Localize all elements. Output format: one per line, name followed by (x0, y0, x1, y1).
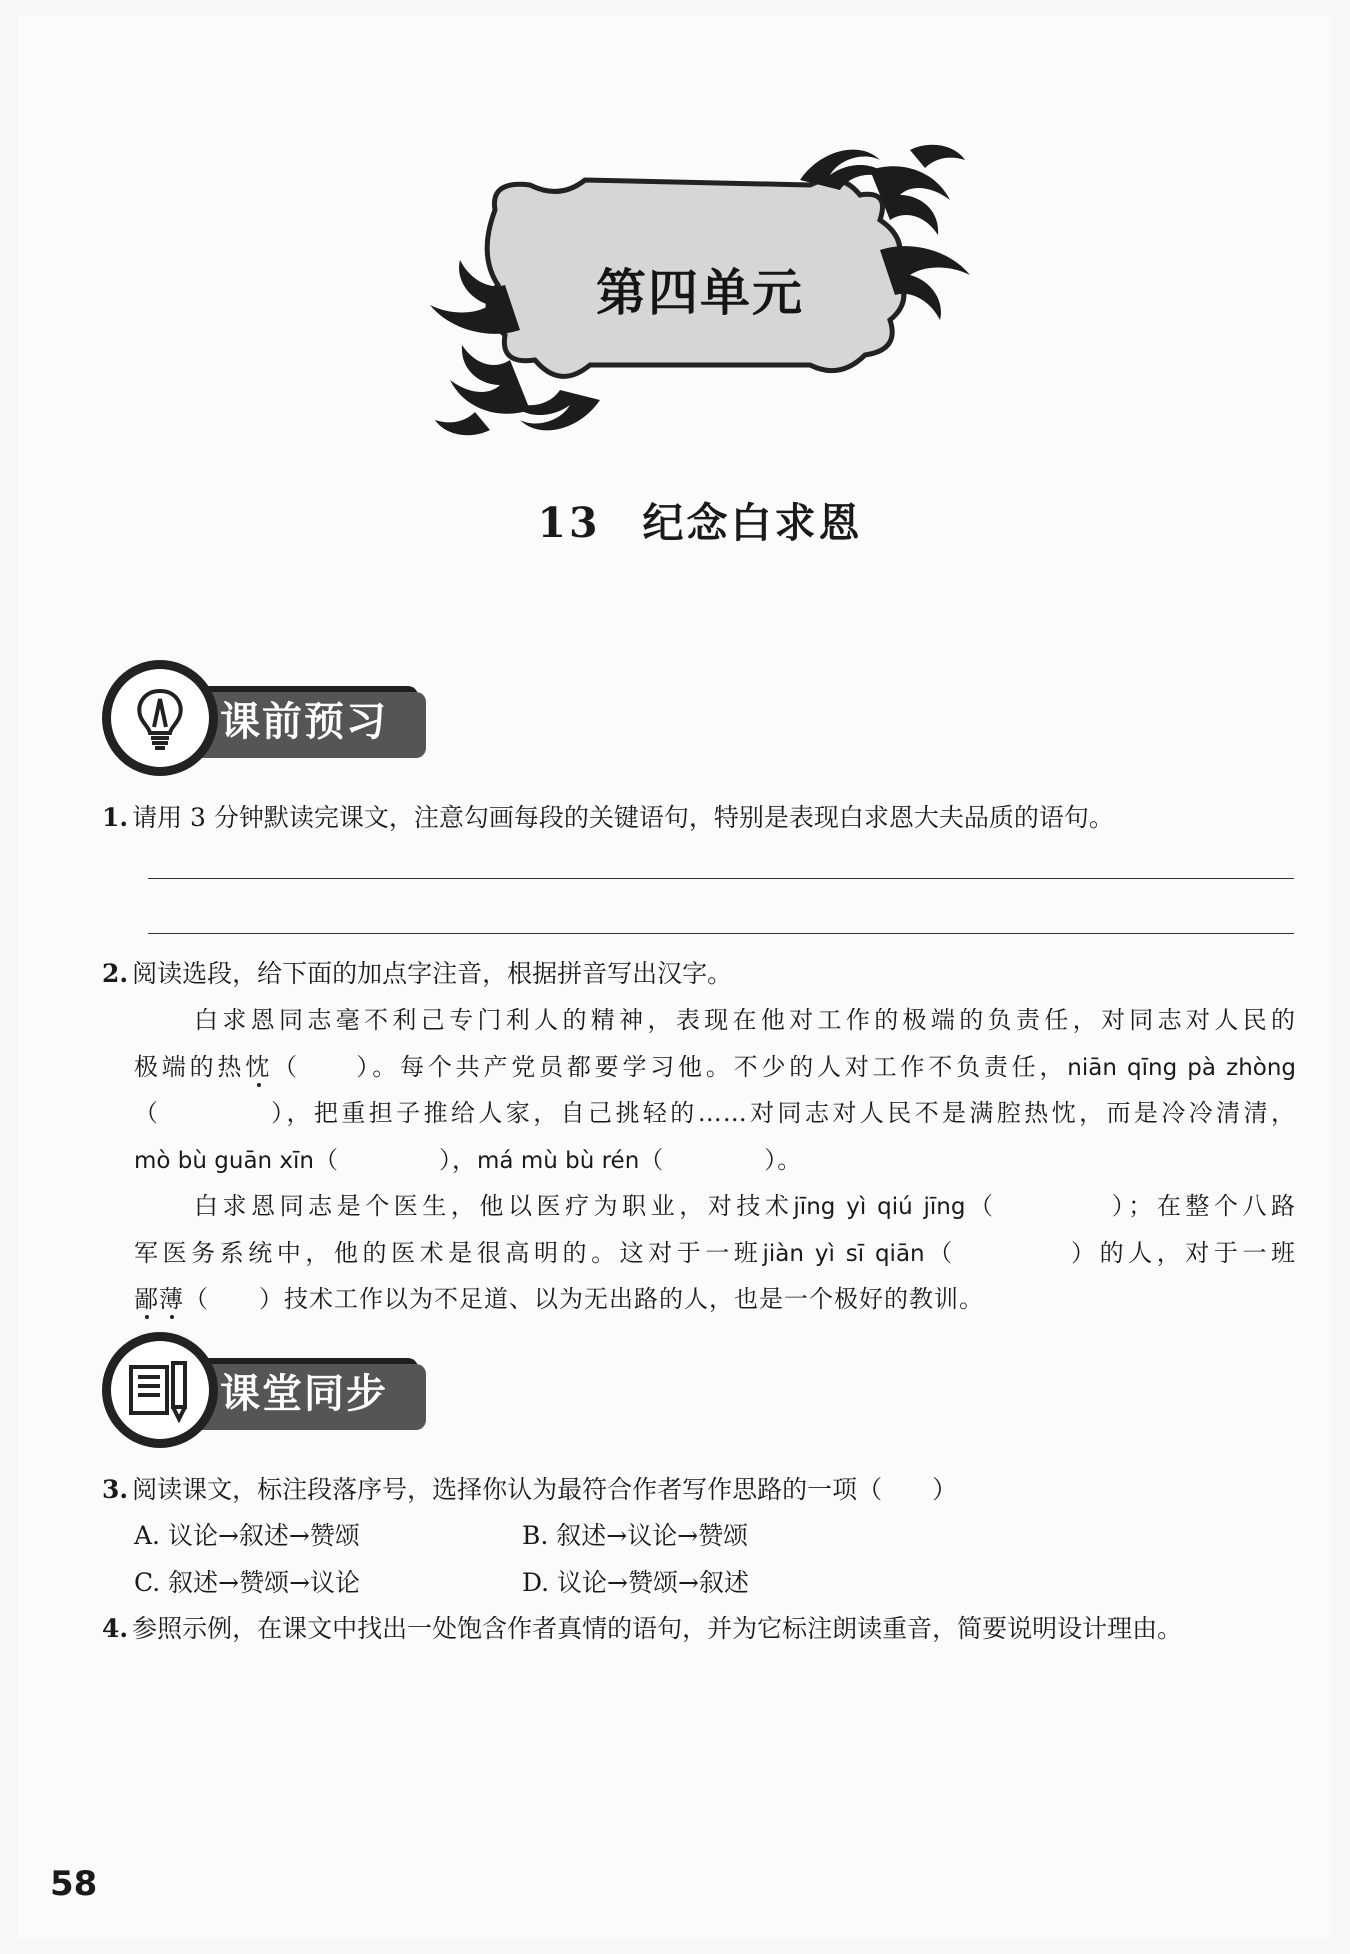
passage-line: 极端的热忱（ ）。每个共产党员都要学习他。不少的人对工作不负责任，niān qīng pà zhòng (134, 1052, 1297, 1081)
question-2-text: 阅读选段，给下面的加点字注音，根据拼音写出汉字。 (132, 959, 733, 988)
option-a[interactable]: A. 议论→叙述→赞颂 (134, 1521, 360, 1550)
passage-line: 白求恩同志是个医生，他以医疗为职业，对技术jīng yì qiú jīng（ ）；在整个八路 (194, 1192, 1297, 1220)
lesson-title (460, 490, 940, 549)
section-sync-label: 课堂同步 (220, 1371, 388, 1417)
question-1-number: 1. (102, 803, 129, 832)
unit-title: 第四单元 (596, 264, 804, 322)
dotted-char: 薄 (159, 1285, 184, 1313)
passage-line: mò bù guān xīn（ ），má mù bù rén（ ）。 (134, 1145, 803, 1174)
answer-line-2[interactable] (148, 933, 1294, 934)
question-2 (102, 951, 1290, 997)
question-3 (102, 1467, 1290, 1513)
pinyin: jīng yì qiú jīng (793, 1194, 966, 1220)
question-1-text: 请用 3 分钟默读完课文，注意勾画每段的关键语句，特别是表现白求恩大夫品质的语句。 (132, 803, 1114, 832)
section-preview-header (102, 660, 422, 790)
dotted-char: 忱 (245, 1052, 274, 1081)
question-4-text: 参照示例，在课文中找出一处饱含作者真情的语句，并为它标注朗读重音，简要说明设计理由。 (132, 1614, 1183, 1643)
lightbulb-badge (102, 660, 218, 776)
pinyin: jiàn yì sī qiān (762, 1240, 925, 1267)
book-badge (102, 1332, 218, 1448)
passage-line: （ ），把重担子推给人家，自己挑轻的……对同志对人民不是满腔热忱，而是冷冷清清， (134, 1099, 1296, 1127)
question-4-number: 4. (102, 1614, 129, 1643)
lightbulb-icon (127, 685, 193, 751)
question-2-number: 2. (102, 959, 129, 988)
passage-line: 鄙薄（ ）技术工作以为不足道、以为无出路的人，也是一个极好的教训。 (134, 1285, 984, 1313)
passage-line: 白求恩同志毫不利己专门利人的精神，表现在他对工作的极端的负责任，对同志对人民的 (194, 1006, 1296, 1034)
pinyin: má mù bù rén (477, 1147, 640, 1174)
book-pencil-icon (127, 1357, 193, 1423)
lesson-name: 纪念白求恩 (642, 499, 863, 547)
lesson-number: 13 (537, 499, 601, 547)
section-preview-label: 课前预习 (220, 699, 388, 745)
passage-line: 军医务系统中，他的医术是很高明的。这对于一班jiàn yì sī qiān（ ）的人，对于一班 (134, 1238, 1297, 1267)
question-4 (102, 1606, 1290, 1652)
passage (134, 997, 1296, 1323)
option-d[interactable]: D. 议论→赞颂→叙述 (522, 1568, 749, 1597)
pinyin: mò bù guān xīn (134, 1147, 315, 1174)
option-c[interactable]: C. 叙述→赞颂→议论 (134, 1568, 361, 1597)
answer-line-1[interactable] (148, 878, 1294, 879)
question-3-number: 3. (102, 1475, 129, 1504)
dotted-char: 鄙 (134, 1285, 159, 1313)
pinyin: niān qīng pà zhòng (1067, 1054, 1297, 1081)
page-number: 58 (50, 1864, 98, 1904)
question-3-text: 阅读课文，标注段落序号，选择你认为最符合作者写作思路的一项（ ） (132, 1475, 958, 1504)
option-b[interactable]: B. 叙述→议论→赞颂 (522, 1521, 749, 1550)
question-1 (102, 795, 1290, 841)
section-sync-header (102, 1332, 422, 1462)
